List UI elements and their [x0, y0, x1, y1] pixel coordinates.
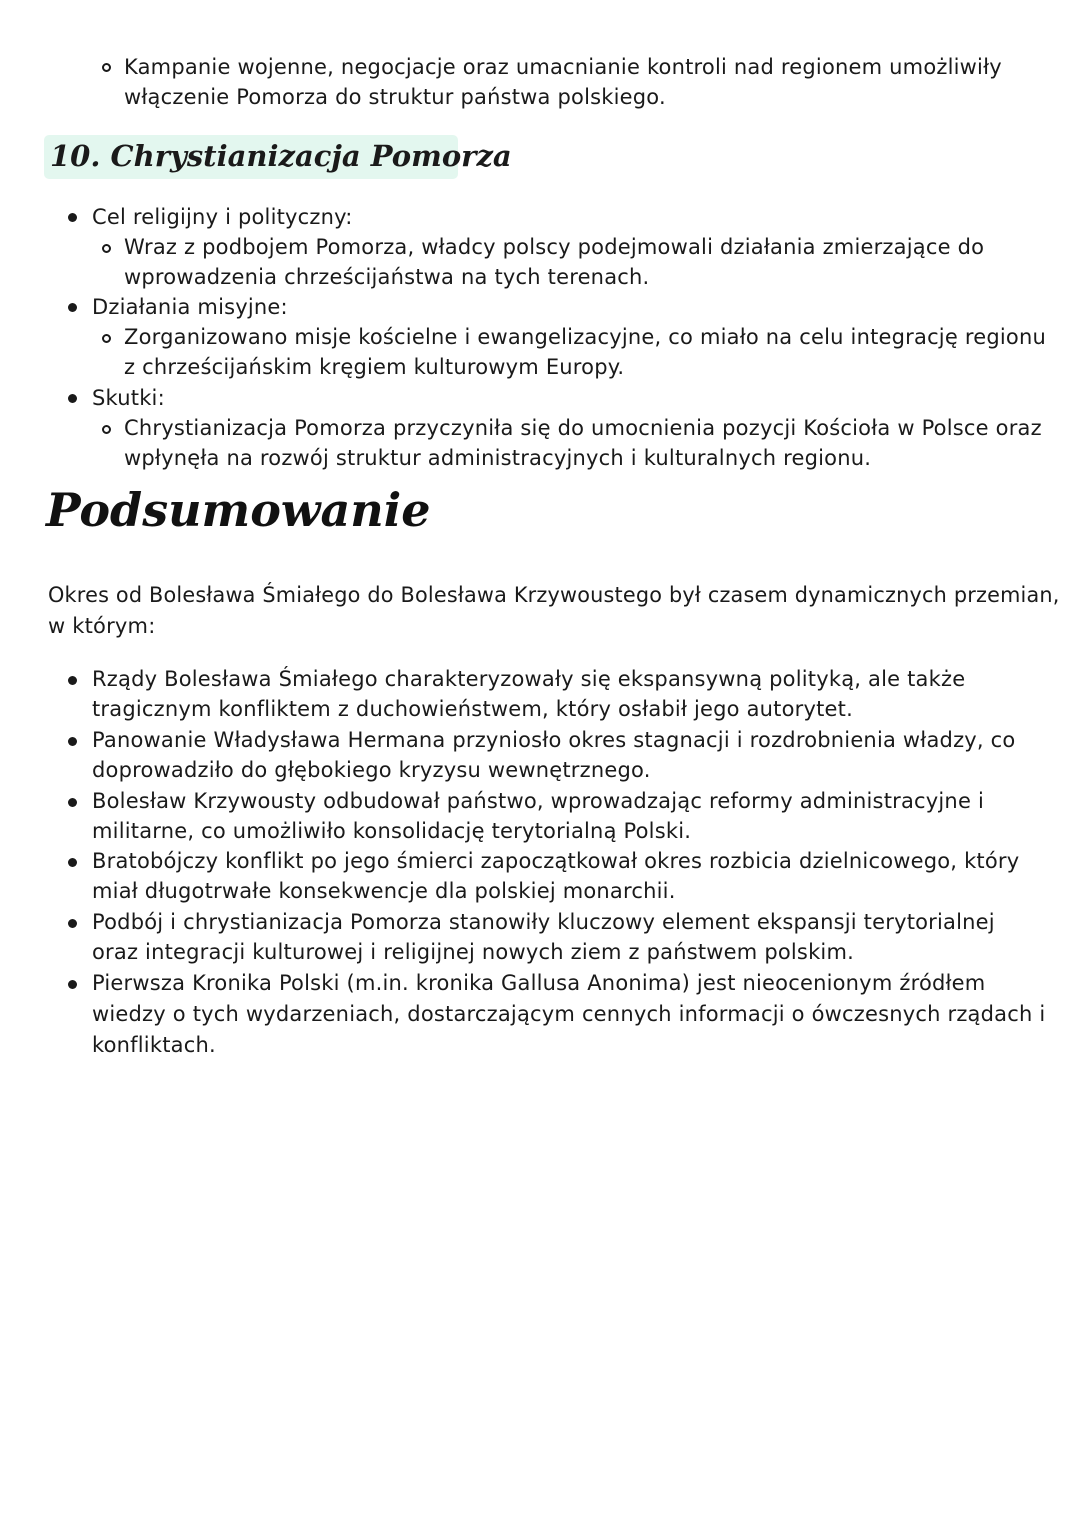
section-item-text: Chrystianizacja Pomorza przyczyniła się do umocnienia pozycji Kościoła w Polsce oraz: [124, 416, 1042, 440]
filled-bullet-icon: [68, 919, 77, 928]
section-item-text: z chrześcijańskim kręgiem kulturowym Europy.: [124, 355, 625, 379]
intro-line-2: włączenie Pomorza do struktur państwa polskiego.: [124, 85, 666, 109]
summary-bullet-line: oraz integracji kulturowej i religijnej nowych ziem z państwem polskim.: [92, 940, 854, 964]
section-item-text: wprowadzenia chrześcijaństwa na tych terenach.: [124, 265, 650, 289]
section-heading: 10. Chrystianizacja Pomorza: [50, 139, 512, 173]
summary-bullet-line: Pierwsza Kronika Polski (m.in. kronika Gallusa Anonima) jest nieocenionym źródłem: [92, 971, 986, 995]
summary-bullet-line: Podbój i chrystianizacja Pomorza stanowiły kluczowy element ekspansji terytorialnej: [92, 910, 995, 934]
summary-bullet-line: wiedzy o tych wydarzeniach, dostarczającym cennych informacji o ówczesnych rządach i: [92, 1002, 1046, 1026]
summary-bullet-line: Bratobójczy konflikt po jego śmierci zapoczątkował okres rozbicia dzielnicowego, który: [92, 849, 1020, 873]
section-item-label: Cel religijny i polityczny:: [92, 205, 353, 229]
filled-bullet-icon: [68, 858, 77, 867]
summary-bullet-line: doprowadziło do głębokiego kryzysu wewnętrznego.: [92, 758, 651, 782]
filled-bullet-icon: [68, 980, 77, 989]
summary-bullet-line: konfliktach.: [92, 1033, 216, 1057]
intro-line-1: Kampanie wojenne, negocjacje oraz umacnianie kontroli nad regionem umożliwiły: [124, 55, 1002, 79]
summary-bullet-line: Bolesław Krzywousty odbudował państwo, wprowadzając reformy administracyjne i: [92, 789, 984, 813]
section-item-text: Wraz z podbojem Pomorza, władcy polscy podejmowali działania zmierzające do: [124, 235, 985, 259]
summary-bullet-line: militarne, co umożliwiło konsolidację terytorialną Polski.: [92, 819, 692, 843]
summary-bullet-line: tragicznym konfliktem z duchowieństwem, który osłabił jego autorytet.: [92, 697, 853, 721]
summary-intro-line: Okres od Bolesława Śmiałego do Bolesława Krzywoustego był czasem dynamicznych przemian,: [48, 583, 1060, 607]
filled-bullet-icon: [68, 798, 77, 807]
summary-heading: Podsumowanie: [46, 483, 431, 537]
section-item-text: Zorganizowano misje kościelne i ewangelizacyjne, co miało na celu integrację regionu: [124, 325, 1046, 349]
filled-bullet-icon: [68, 394, 77, 403]
summary-bullet-line: miał długotrwałe konsekwencje dla polskiej monarchii.: [92, 879, 676, 903]
section-item-label: Działania misyjne:: [92, 295, 288, 319]
filled-bullet-icon: [68, 737, 77, 746]
filled-bullet-icon: [68, 676, 77, 685]
section-item-label: Skutki:: [92, 386, 165, 410]
filled-bullet-icon: [68, 303, 77, 312]
summary-bullet-line: Panowanie Władysława Hermana przyniosło okres stagnacji i rozdrobnienia władzy, co: [92, 728, 1016, 752]
summary-bullet-line: Rządy Bolesława Śmiałego charakteryzowały się ekspansywną polityką, ale także: [92, 667, 966, 691]
section-item-text: wpłynęła na rozwój struktur administracyjnych i kulturalnych regionu.: [124, 446, 872, 470]
hollow-bullet-icon: [102, 63, 111, 72]
hollow-bullet-icon: [102, 244, 111, 253]
hollow-bullet-icon: [102, 334, 111, 343]
hollow-bullet-icon: [102, 425, 111, 434]
summary-intro-line: w którym:: [48, 614, 156, 638]
filled-bullet-icon: [68, 213, 77, 222]
